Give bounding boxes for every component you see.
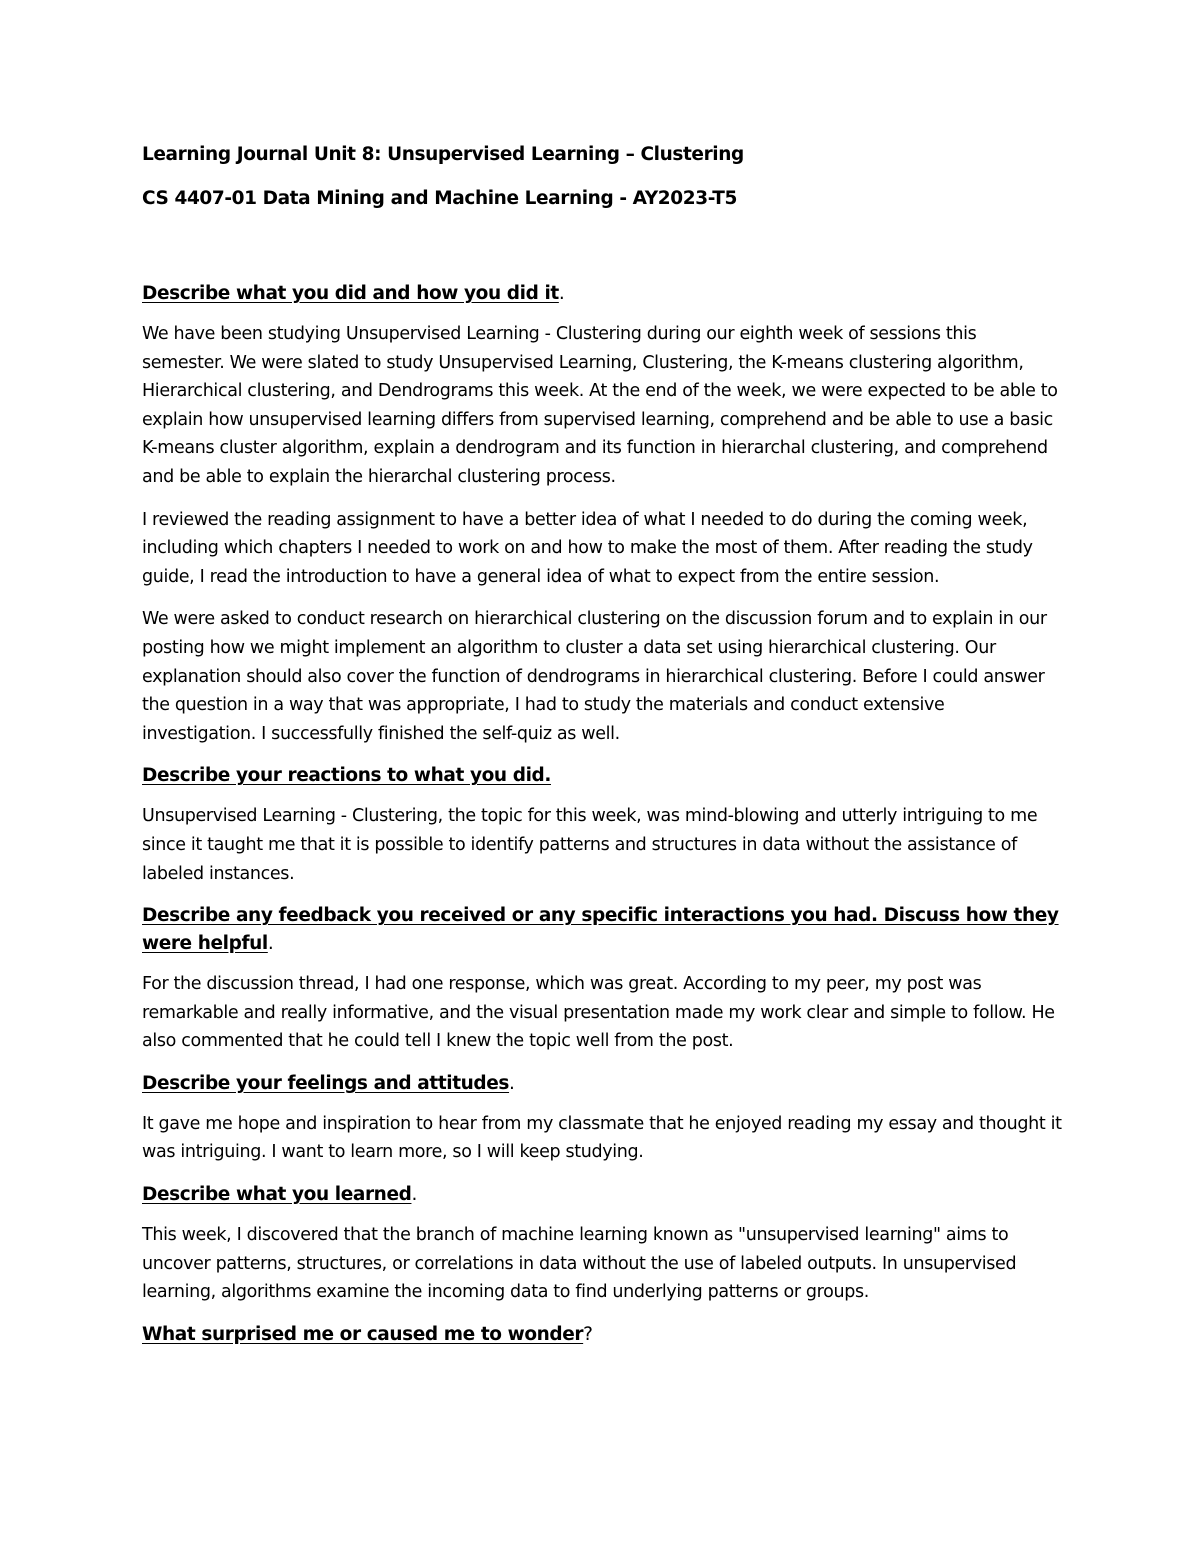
section-heading (142, 902, 1062, 958)
section-heading (142, 762, 1062, 790)
section-heading-text: What surprised me or caused me to wonder (142, 1323, 584, 1345)
section-heading-punctuation: . (509, 1072, 515, 1094)
section-heading-punctuation: . (267, 933, 274, 955)
section-heading-text: Describe what you did and how you did it (142, 283, 559, 304)
section-paragraph: Unsupervised Learning - Clustering, the topic for this week, was mind-blowing and utterly intriguing to me since it taught me that it is possible to identify patterns and structures in data without the assistance of labeled instances. (142, 806, 1038, 884)
section-heading (142, 1070, 1062, 1098)
document-body (142, 140, 1062, 1361)
journal-section (142, 1070, 1062, 1167)
section-heading-text: Describe what you learned (142, 1184, 412, 1206)
section-heading-text: Describe your feelings and attitudes (142, 1072, 510, 1094)
section-heading-punctuation: . (558, 283, 565, 304)
journal-section (142, 1181, 1062, 1307)
journal-section (142, 902, 1062, 1056)
journal-section (142, 1321, 1062, 1349)
section-paragraph: For the discussion thread, I had one response, which was great. According to my peer, my post was remarkable and really informative, and the visual presentation made my work clear and simple to follow. He also commented that he could tell I knew the topic well from the post. (142, 974, 1055, 1052)
section-paragraph: This week, I discovered that the branch of machine learning known as "unsupervised learning" aims to uncover patterns, structures, or correlations in data without the use of labeled outputs. In unsupervised learning, algorithms examine the incoming data to find underlying patterns or groups. (142, 1225, 1017, 1303)
document-title: Learning Journal Unit 8: Unsupervised Learning – Clustering (142, 144, 744, 165)
section-heading-text: Describe any feedback you received or any specific interactions you had. Discuss how they were helpful (142, 905, 1059, 955)
journal-section (142, 280, 1062, 748)
journal-section (142, 762, 1062, 888)
section-heading (142, 1321, 1062, 1349)
section-heading-punctuation: . (411, 1184, 417, 1206)
section-paragraph: We have been studying Unsupervised Learning - Clustering during our eighth week of sessions this semester. We were slated to study Unsupervised Learning, Clustering, the K-means clustering algorithm, Hierarchical clustering, and Dendrograms this week. At the end of the week, we were expected to be able to explain how unsupervised learning differs from supervised learning, comprehend and be able to use a basic K-means cluster algorithm, explain a dendrogram and its function in hierarchal clustering, and comprehend and be able to explain the hierarchal clustering process. (142, 324, 1058, 487)
journal-sections (142, 280, 1062, 1349)
course-title: CS 4407-01 Data Mining and Machine Learning - AY2023-T5 (142, 188, 737, 209)
section-paragraph: We were asked to conduct research on hierarchical clustering on the discussion forum and to explain in our posting how we might implement an algorithm to cluster a data set using hierarchical clustering. Our explanation should also cover the function of dendrograms in hierarchical clustering. Before I could answer the question in a way that was appropriate, I had to study the materials and conduct extensive investigation. I successfully finished the self-quiz as well. (142, 609, 1047, 744)
section-heading-punctuation: ? (583, 1323, 593, 1345)
section-paragraph: It gave me hope and inspiration to hear from my classmate that he enjoyed reading my essay and thought it was intriguing. I want to learn more, so I will keep studying. (142, 1113, 1062, 1163)
section-heading (142, 280, 1062, 308)
section-heading-text: Describe your reactions to what you did. (142, 765, 551, 787)
section-heading (142, 1181, 1062, 1209)
section-paragraph: I reviewed the reading assignment to have a better idea of what I needed to do during the coming week, including which chapters I needed to work on and how to make the most of them. After reading the study guide, I read the introduction to have a general idea of what to expect from the entire session. (142, 509, 1033, 587)
